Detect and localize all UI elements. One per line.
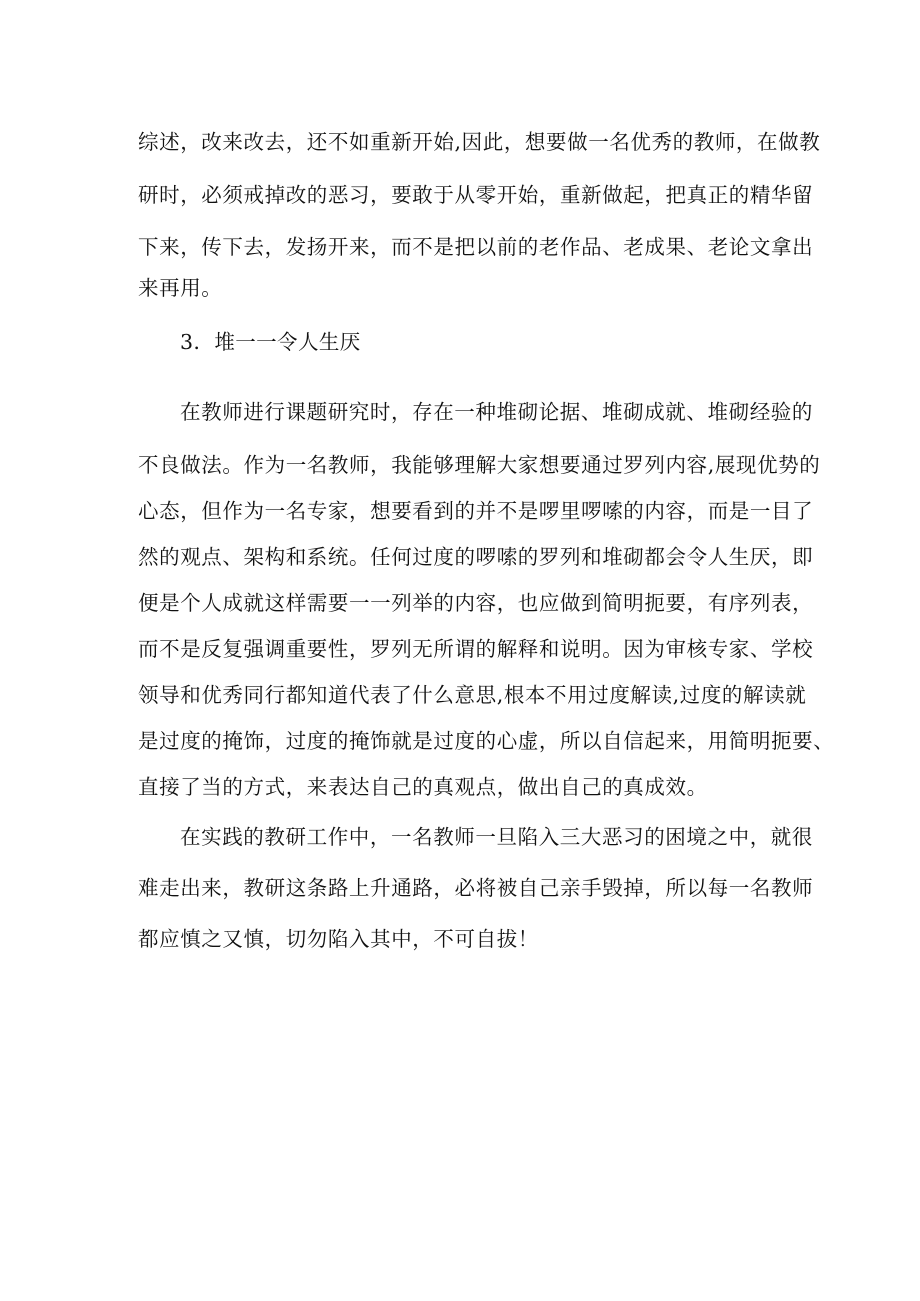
paragraph-1-line-2: 研时，必须戒掉改的恶习，要敢于从零开始，重新做起，把真正的精华留 bbox=[138, 183, 814, 207]
paragraph-3-line-1: 在实践的教研工作中，一名教师一旦陷入三大恶习的困境之中，就很 bbox=[180, 825, 813, 849]
paragraph-2-line-4: 然的观点、架构和系统。任何过度的啰嗦的罗列和堆砌都会令人生厌，即 bbox=[138, 545, 814, 569]
paragraph-2-line-5: 便是个人成就这样需要一一列举的内容，也应做到简明扼要，有序列表， bbox=[138, 591, 814, 615]
paragraph-2-line-1: 在教师进行课题研究时，存在一种堆砌论据、堆砌成就、堆砌经验的 bbox=[180, 400, 813, 424]
paragraph-2-line-7: 领导和优秀同行都知道代表了什么意思,根本不用过度解读,过度的解读就 bbox=[138, 683, 807, 707]
section-heading: 3．堆一一令人生厌 bbox=[180, 330, 361, 354]
paragraph-3-line-3: 都应慎之又慎，切勿陷入其中，不可自拔！ bbox=[138, 927, 539, 951]
paragraph-1-line-1: 综述，改来改去，还不如重新开始,因此，想要做一名优秀的教师，在做教 bbox=[138, 130, 821, 154]
paragraph-2-line-8: 是过度的掩饰，过度的掩饰就是过度的心虚，所以自信起来，用简明扼要、 bbox=[138, 729, 835, 753]
paragraph-2-line-9: 直接了当的方式，来表达自己的真观点，做出自己的真成效。 bbox=[138, 775, 708, 799]
paragraph-3-line-2: 难走出来，教研这条路上升通路，必将被自己亲手毁掉，所以每一名教师 bbox=[138, 876, 814, 900]
paragraph-2-line-3: 心态，但作为一名专家，想要看到的并不是啰里啰嗦的内容，而是一目了 bbox=[138, 499, 814, 523]
paragraph-1-line-3: 下来，传下去，发扬开来，而不是把以前的老作品、老成果、老论文拿出 bbox=[138, 235, 814, 259]
paragraph-2-line-6: 而不是反复强调重要性，罗列无所谓的解释和说明。因为审核专家、学校 bbox=[138, 637, 814, 661]
paragraph-2-line-2: 不良做法。作为一名教师，我能够理解大家想要通过罗列内容,展现优势的 bbox=[138, 453, 821, 477]
paragraph-1-line-4: 来再用。 bbox=[138, 276, 223, 300]
